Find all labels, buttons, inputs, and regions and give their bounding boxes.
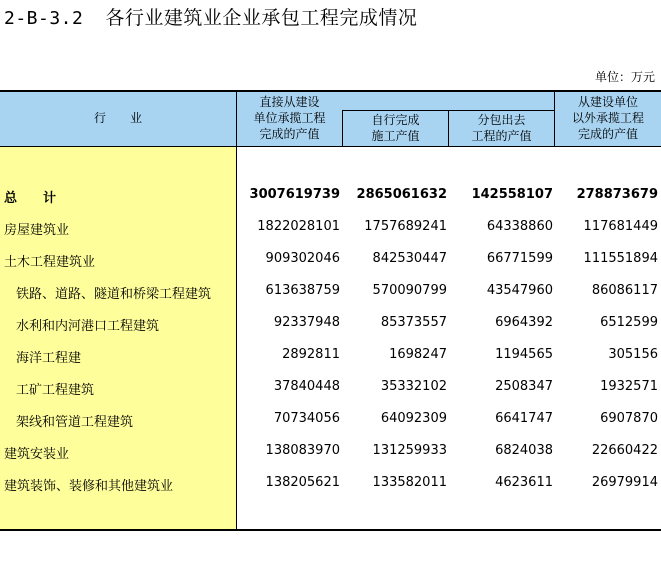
row-value-col4: 305156 — [608, 347, 658, 362]
row-value-col4: 6512599 — [600, 315, 658, 330]
table-row — [0, 411, 661, 431]
table-code: 2-B-3.2 — [4, 8, 84, 29]
table-top-rule — [0, 90, 661, 92]
row-industry: 建筑安装业 — [4, 447, 70, 462]
unit-label: 单位：万元 — [594, 70, 655, 84]
row-value-col1: 92337948 — [273, 315, 340, 330]
table-bottom-rule — [0, 529, 661, 531]
row-industry: 架线和管道工程建筑 — [16, 415, 134, 430]
row-value-col3: 66771599 — [486, 251, 553, 266]
table-row-total — [0, 187, 661, 207]
row-value-col2: 1757689241 — [364, 219, 447, 234]
header-col4: 从建设单位 以外承揽工程 完成的产值 — [571, 95, 644, 141]
row-value-col3: 43547960 — [486, 283, 553, 298]
row-value-col4: 26979914 — [591, 475, 658, 490]
row-industry: 铁路、道路、隧道和桥梁工程建筑 — [16, 287, 212, 302]
row-value-col3: 142558107 — [471, 187, 553, 202]
row-industry: 海洋工程建 — [16, 351, 82, 366]
row-value-col4: 117681449 — [583, 219, 658, 234]
row-value-col2: 64092309 — [380, 411, 447, 426]
header-subgroup-rule — [342, 110, 554, 111]
row-value-col1: 138205621 — [265, 475, 340, 490]
table-row — [0, 219, 661, 239]
row-value-col1: 37840448 — [273, 379, 340, 394]
row-value-col2: 1698247 — [389, 347, 447, 362]
row-value-col3: 6641747 — [495, 411, 553, 426]
table-row — [0, 347, 661, 367]
table-row — [0, 443, 661, 463]
row-value-col1: 909302046 — [265, 251, 340, 266]
row-value-col4: 111551894 — [583, 251, 658, 266]
row-value-col1: 70734056 — [273, 411, 340, 426]
header-industry: 行 业 — [93, 111, 142, 125]
table-row — [0, 475, 661, 495]
row-value-col4: 1932571 — [600, 379, 658, 394]
row-industry: 建筑装饰、装修和其他建筑业 — [4, 479, 174, 494]
row-value-col2: 842530447 — [372, 251, 447, 266]
table-title: 各行业建筑业企业承包工程完成情况 — [105, 7, 418, 29]
data-table — [0, 90, 661, 532]
table-row — [0, 379, 661, 399]
page-title — [4, 4, 417, 32]
row-value-col3: 64338860 — [486, 219, 553, 234]
row-value-col2: 131259933 — [372, 443, 447, 458]
row-value-col2: 570090799 — [372, 283, 447, 298]
row-industry: 总 计 — [4, 191, 57, 206]
header-bottom-rule — [0, 146, 661, 147]
table-row — [0, 283, 661, 303]
table-row — [0, 315, 661, 335]
row-industry: 房屋建筑业 — [4, 223, 70, 238]
row-value-col1: 3007619739 — [249, 187, 340, 202]
row-industry: 工矿工程建筑 — [16, 383, 95, 398]
row-value-col2: 2865061632 — [356, 187, 447, 202]
header-col2: 自行完成 施工产值 — [371, 113, 420, 143]
row-value-col1: 2892811 — [282, 347, 340, 362]
table-row — [0, 251, 661, 271]
row-value-col3: 4623611 — [495, 475, 553, 490]
header-col3: 分包出去 工程的产值 — [471, 113, 532, 143]
row-value-col1: 138083970 — [265, 443, 340, 458]
row-value-col1: 613638759 — [265, 283, 340, 298]
row-value-col4: 22660422 — [591, 443, 658, 458]
row-value-col1: 1822028101 — [257, 219, 340, 234]
row-value-col3: 6964392 — [495, 315, 553, 330]
header-col1: 直接从建设 单位承揽工程 完成的产值 — [253, 95, 326, 141]
row-value-col3: 1194565 — [495, 347, 553, 362]
row-value-col2: 133582011 — [372, 475, 447, 490]
row-industry: 土木工程建筑业 — [4, 255, 96, 270]
row-value-col4: 86086117 — [591, 283, 658, 298]
industry-divider — [236, 92, 237, 529]
row-value-col4: 6907870 — [600, 411, 658, 426]
row-value-col4: 278873679 — [576, 187, 658, 202]
row-value-col3: 2508347 — [495, 379, 553, 394]
row-industry: 水利和内河港口工程建筑 — [16, 319, 160, 334]
row-value-col2: 85373557 — [380, 315, 447, 330]
row-value-col2: 35332102 — [380, 379, 447, 394]
row-value-col3: 6824038 — [495, 443, 553, 458]
